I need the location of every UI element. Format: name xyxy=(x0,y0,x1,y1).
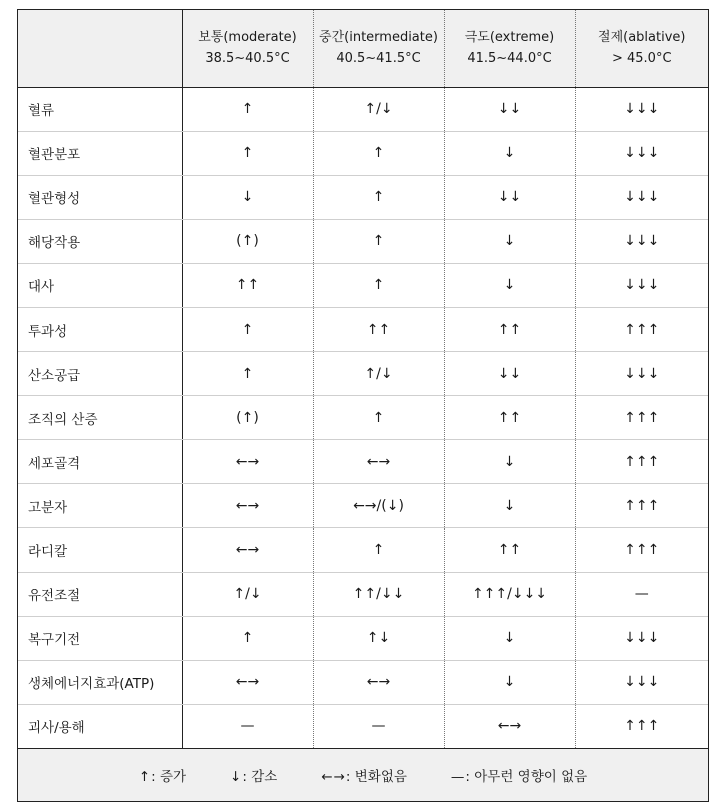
hyperthermia-effects-table-container xyxy=(17,9,709,802)
cell-intermediate: ←→ xyxy=(313,660,444,704)
table-body xyxy=(18,87,708,748)
cell-moderate: ↑ xyxy=(182,307,313,351)
cell-ablative: ↑↑↑ xyxy=(575,704,708,748)
header-col-extreme xyxy=(444,10,575,87)
row-label: 혈류 xyxy=(18,87,182,131)
row-label: 혈관형성 xyxy=(18,175,182,219)
row-label: 산소공급 xyxy=(18,352,182,396)
cell-moderate: (↑) xyxy=(182,396,313,440)
cell-extreme: ←→ xyxy=(444,704,575,748)
cell-intermediate: ↑ xyxy=(313,175,444,219)
row-label: 혈관분포 xyxy=(18,131,182,175)
cell-extreme: ↓↓ xyxy=(444,87,575,131)
cell-ablative: ↑↑↑ xyxy=(575,440,708,484)
cell-ablative: ↓↓↓ xyxy=(575,175,708,219)
row-label: 복구기전 xyxy=(18,616,182,660)
cell-extreme: ↑↑ xyxy=(444,528,575,572)
legend-item-no-change xyxy=(321,765,407,785)
cell-ablative: ↓↓↓ xyxy=(575,219,708,263)
table-row xyxy=(18,175,708,219)
row-label: 투과성 xyxy=(18,307,182,351)
cell-intermediate: ←→/(↓) xyxy=(313,484,444,528)
legend-key: ↑ xyxy=(138,768,152,785)
header-col-intermediate xyxy=(313,10,444,87)
cell-intermediate: ↑↑/↓↓ xyxy=(313,572,444,616)
table-row xyxy=(18,528,708,572)
header-col-range: 38.5~40.5°C xyxy=(205,51,290,67)
cell-extreme: ↓ xyxy=(444,440,575,484)
cell-moderate: ↑ xyxy=(182,352,313,396)
cell-extreme: ↓↓ xyxy=(444,175,575,219)
legend-text: : 변화없음 xyxy=(345,768,407,785)
row-label: 세포골격 xyxy=(18,440,182,484)
header-col-name: 중간(intermediate) xyxy=(319,30,438,46)
cell-ablative: ↓↓↓ xyxy=(575,616,708,660)
cell-ablative: ↑↑↑ xyxy=(575,528,708,572)
table-row xyxy=(18,263,708,307)
row-label: 괴사/용해 xyxy=(18,704,182,748)
cell-extreme: ↓ xyxy=(444,616,575,660)
header-row xyxy=(18,10,708,87)
cell-extreme: ↓ xyxy=(444,660,575,704)
cell-extreme: ↓ xyxy=(444,484,575,528)
cell-extreme: ↑↑↑/↓↓↓ xyxy=(444,572,575,616)
cell-extreme: ↑↑ xyxy=(444,396,575,440)
cell-moderate: ←→ xyxy=(182,660,313,704)
table-row xyxy=(18,484,708,528)
cell-intermediate: ←→ xyxy=(313,440,444,484)
cell-extreme: ↓ xyxy=(444,219,575,263)
legend-item-no-effect xyxy=(451,765,587,785)
header-corner-cell xyxy=(18,10,182,87)
cell-moderate: ↑ xyxy=(182,131,313,175)
table-row xyxy=(18,307,708,351)
legend-text: : 증가 xyxy=(151,768,187,785)
table-row xyxy=(18,616,708,660)
row-label: 유전조절 xyxy=(18,572,182,616)
row-label: 대사 xyxy=(18,263,182,307)
header-col-range: > 45.0°C xyxy=(611,51,672,67)
table-row xyxy=(18,440,708,484)
header-col-range: 40.5~41.5°C xyxy=(336,51,421,67)
cell-extreme: ↓ xyxy=(444,131,575,175)
cell-intermediate: ↑ xyxy=(313,263,444,307)
table-row xyxy=(18,87,708,131)
cell-intermediate: ↑↓ xyxy=(313,616,444,660)
cell-intermediate: ↑/↓ xyxy=(313,87,444,131)
table-row xyxy=(18,572,708,616)
cell-ablative: ↓↓↓ xyxy=(575,87,708,131)
cell-ablative: ↓↓↓ xyxy=(575,131,708,175)
cell-extreme: ↓ xyxy=(444,263,575,307)
legend-item-decrease xyxy=(230,765,277,785)
table-row xyxy=(18,396,708,440)
table-header xyxy=(18,10,708,87)
table-row xyxy=(18,219,708,263)
table-row xyxy=(18,704,708,748)
cell-intermediate: ↑ xyxy=(313,219,444,263)
header-col-name: 절제(ablative) xyxy=(598,30,686,46)
header-col-name: 극도(extreme) xyxy=(464,30,555,46)
cell-intermediate: ↑↑ xyxy=(313,307,444,351)
cell-ablative: ↓↓↓ xyxy=(575,263,708,307)
header-col-range: 41.5~44.0°C xyxy=(467,51,552,67)
legend-key: ↓ xyxy=(230,768,243,785)
cell-moderate: ↑↑ xyxy=(182,263,313,307)
cell-moderate: ↑ xyxy=(182,616,313,660)
cell-moderate: ←→ xyxy=(182,440,313,484)
cell-intermediate: ↑/↓ xyxy=(313,352,444,396)
header-col-ablative xyxy=(575,10,708,87)
cell-ablative: ↑↑↑ xyxy=(575,307,708,351)
cell-moderate: ↑/↓ xyxy=(182,572,313,616)
cell-moderate: (↑) xyxy=(182,219,313,263)
table-row xyxy=(18,352,708,396)
table-row xyxy=(18,131,708,175)
cell-extreme: ↑↑ xyxy=(444,307,575,351)
cell-ablative: ↑↑↑ xyxy=(575,484,708,528)
legend-key: ←→ xyxy=(321,768,346,785)
cell-ablative: — xyxy=(575,572,708,616)
cell-intermediate: ↑ xyxy=(313,131,444,175)
cell-moderate: ↓ xyxy=(182,175,313,219)
row-label: 생체에너지효과(ATP) xyxy=(18,660,182,704)
cell-moderate: ↑ xyxy=(182,87,313,131)
row-label: 해당작용 xyxy=(18,219,182,263)
cell-intermediate: ↑ xyxy=(313,528,444,572)
header-col-name: 보통(moderate) xyxy=(198,30,297,46)
legend-key: — xyxy=(450,768,466,785)
legend xyxy=(18,749,708,801)
cell-intermediate: ↑ xyxy=(313,396,444,440)
cell-moderate: — xyxy=(182,704,313,748)
legend-item-increase xyxy=(139,765,186,785)
cell-ablative: ↓↓↓ xyxy=(575,660,708,704)
cell-moderate: ←→ xyxy=(182,528,313,572)
cell-moderate: ←→ xyxy=(182,484,313,528)
cell-ablative: ↓↓↓ xyxy=(575,352,708,396)
row-label: 고분자 xyxy=(18,484,182,528)
legend-text: : 감소 xyxy=(242,768,278,785)
cell-ablative: ↑↑↑ xyxy=(575,396,708,440)
hyperthermia-effects-table xyxy=(18,10,708,749)
header-col-moderate xyxy=(182,10,313,87)
legend-text: : 아무런 영향이 없음 xyxy=(465,768,588,785)
cell-extreme: ↓↓ xyxy=(444,352,575,396)
table-row xyxy=(18,660,708,704)
cell-intermediate: — xyxy=(313,704,444,748)
row-label: 라디칼 xyxy=(18,528,182,572)
row-label: 조직의 산증 xyxy=(18,396,182,440)
